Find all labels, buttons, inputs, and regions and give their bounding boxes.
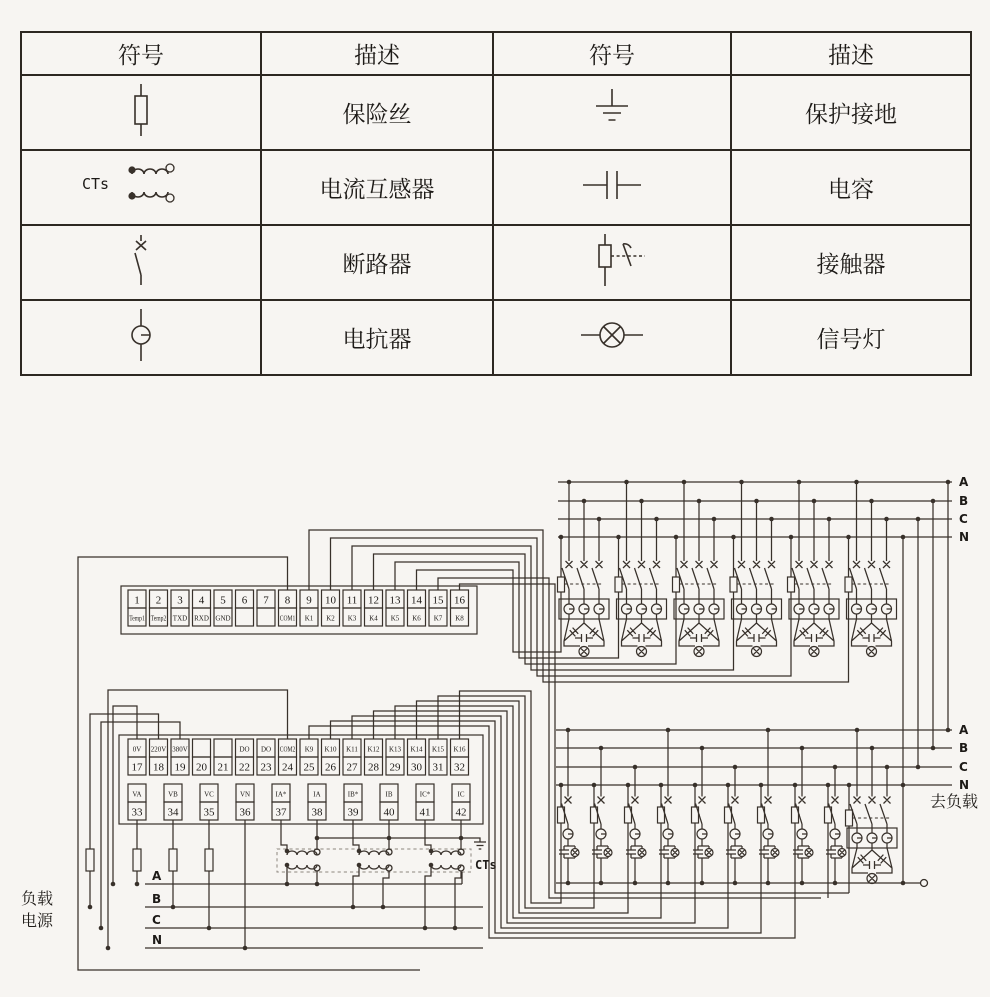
terminal-37 — [272, 784, 290, 820]
terminal-15 — [429, 590, 447, 626]
terminal-32 — [451, 739, 469, 775]
top-bus-label-B: B — [959, 494, 969, 508]
svg-text:41: 41 — [419, 806, 431, 819]
terminal-22 — [236, 739, 254, 775]
terminal-35 — [200, 784, 218, 820]
terminal-6 — [236, 590, 254, 626]
svg-text:23: 23 — [260, 761, 272, 774]
svg-text:K5: K5 — [390, 614, 400, 623]
svg-text:6: 6 — [241, 594, 248, 607]
load-bus-label-N: N — [152, 933, 163, 947]
terminal-3 — [171, 590, 189, 626]
legend-desc: 电抗器 — [261, 300, 493, 375]
mid-bus-label-B: B — [959, 741, 969, 755]
terminal-39 — [344, 784, 362, 820]
svg-text:Temp2: Temp2 — [150, 614, 167, 623]
svg-text:CTs: CTs — [82, 174, 110, 193]
legend-desc: 接触器 — [731, 225, 971, 300]
svg-text:28: 28 — [368, 761, 379, 774]
svg-text:K6: K6 — [412, 614, 421, 623]
terminal-8 — [279, 590, 297, 626]
legend-desc: 信号灯 — [731, 300, 971, 375]
svg-text:37: 37 — [275, 806, 287, 819]
svg-text:9: 9 — [306, 594, 312, 607]
svg-text:K10: K10 — [324, 745, 337, 754]
top-bus-label-N: N — [959, 530, 970, 544]
legend-header-desc-1: 描述 — [261, 32, 493, 75]
svg-text:42: 42 — [455, 806, 467, 819]
svg-text:1: 1 — [134, 594, 140, 607]
svg-text:8: 8 — [284, 594, 291, 607]
terminal-34 — [164, 784, 182, 820]
svg-text:36: 36 — [239, 806, 251, 819]
svg-text:0V: 0V — [132, 745, 142, 754]
svg-text:19: 19 — [174, 761, 186, 774]
to-load-label: 去负载 — [930, 794, 979, 811]
svg-text:7: 7 — [263, 594, 269, 607]
terminal-24 — [279, 739, 297, 775]
legend-header-symbol-1: 符号 — [21, 32, 261, 75]
svg-text:39: 39 — [347, 806, 359, 819]
terminal-21 — [214, 739, 232, 775]
svg-text:K4: K4 — [369, 614, 378, 623]
terminal-25 — [300, 739, 318, 775]
terminal-33 — [128, 784, 146, 820]
svg-text:14: 14 — [411, 594, 422, 607]
svg-text:DO: DO — [239, 745, 250, 754]
load-bus-label-A: A — [152, 869, 162, 883]
svg-text:18: 18 — [153, 761, 164, 774]
svg-text:K15: K15 — [431, 745, 445, 754]
terminal-42 — [452, 784, 470, 820]
terminal-7 — [257, 590, 275, 626]
svg-text:VA: VA — [132, 790, 142, 799]
svg-text:2: 2 — [155, 594, 162, 607]
svg-text:22: 22 — [239, 761, 250, 774]
terminal-31 — [429, 739, 447, 775]
terminal-13 — [386, 590, 404, 626]
svg-text:COM2: COM2 — [279, 745, 296, 754]
svg-text:K8: K8 — [455, 614, 464, 623]
svg-text:IB*: IB* — [347, 790, 359, 799]
svg-text:K11: K11 — [346, 745, 358, 754]
terminal-27 — [343, 739, 361, 775]
svg-text:5: 5 — [220, 594, 226, 607]
svg-text:20: 20 — [196, 761, 207, 774]
terminal-20 — [193, 739, 211, 775]
terminal-16 — [451, 590, 469, 626]
svg-text:380V: 380V — [172, 745, 188, 754]
load-bus-label-B: B — [152, 892, 162, 906]
terminal-23 — [257, 739, 275, 775]
svg-text:220V: 220V — [150, 745, 167, 754]
terminal-10 — [322, 590, 340, 626]
svg-text:34: 34 — [167, 806, 179, 819]
svg-text:3: 3 — [177, 594, 183, 607]
svg-text:K1: K1 — [304, 614, 314, 623]
svg-text:11: 11 — [346, 594, 358, 607]
wires — [78, 482, 952, 970]
svg-text:15: 15 — [432, 594, 444, 607]
svg-text:IA*: IA* — [275, 790, 287, 799]
svg-text:VN: VN — [239, 790, 251, 799]
svg-text:K12: K12 — [367, 745, 380, 754]
terminal-29 — [386, 739, 404, 775]
svg-text:K13: K13 — [388, 745, 402, 754]
legend-desc: 保险丝 — [261, 75, 493, 150]
terminal-30 — [408, 739, 426, 775]
svg-text:40: 40 — [383, 806, 395, 819]
svg-text:29: 29 — [389, 761, 401, 774]
svg-text:4: 4 — [198, 594, 205, 607]
svg-text:IC: IC — [457, 790, 465, 799]
svg-text:12: 12 — [368, 594, 379, 607]
svg-text:31: 31 — [432, 761, 444, 774]
load-bus-label-C: C — [152, 913, 161, 927]
legend-header-symbol-2: 符号 — [493, 32, 731, 75]
svg-text:COM1: COM1 — [279, 614, 296, 623]
svg-text:K2: K2 — [326, 614, 335, 623]
svg-text:33: 33 — [131, 806, 143, 819]
svg-text:IA: IA — [313, 790, 321, 799]
terminal-14 — [408, 590, 426, 626]
svg-text:32: 32 — [454, 761, 465, 774]
legend-header-desc-2: 描述 — [731, 32, 971, 75]
svg-text:TXD: TXD — [172, 614, 188, 623]
svg-text:K16: K16 — [453, 745, 466, 754]
legend-desc: 电容 — [731, 150, 971, 225]
svg-text:IB: IB — [385, 790, 393, 799]
svg-text:K14: K14 — [410, 745, 423, 754]
svg-text:21: 21 — [217, 761, 229, 774]
mid-bus-label-N: N — [959, 778, 970, 792]
terminal-17 — [128, 739, 146, 775]
svg-text:DO: DO — [260, 745, 272, 754]
terminal-11 — [343, 590, 361, 626]
svg-text:Temp1: Temp1 — [129, 614, 146, 623]
terminal-9 — [300, 590, 318, 626]
mid-bus-label-A: A — [959, 723, 969, 737]
terminal-28 — [365, 739, 383, 775]
terminal-36 — [236, 784, 254, 820]
svg-text:K7: K7 — [433, 614, 443, 623]
svg-text:25: 25 — [303, 761, 315, 774]
svg-text:27: 27 — [346, 761, 358, 774]
terminal-4 — [193, 590, 211, 626]
svg-text:17: 17 — [131, 761, 143, 774]
svg-text:13: 13 — [389, 594, 401, 607]
svg-text:VC: VC — [204, 790, 214, 799]
cts-label: CTs — [475, 858, 497, 872]
svg-text:16: 16 — [454, 594, 465, 607]
terminal-41 — [416, 784, 434, 820]
terminal-18 — [150, 739, 168, 775]
svg-text:24: 24 — [282, 761, 293, 774]
terminal-2 — [150, 590, 168, 626]
svg-text:30: 30 — [411, 761, 422, 774]
svg-text:GND: GND — [215, 614, 231, 623]
top-bus-label-A: A — [959, 475, 969, 489]
legend-desc: 断路器 — [261, 225, 493, 300]
terminal-12 — [365, 590, 383, 626]
legend-desc: 电流互感器 — [261, 150, 493, 225]
terminal-5 — [214, 590, 232, 626]
svg-text:26: 26 — [325, 761, 336, 774]
svg-text:K3: K3 — [347, 614, 357, 623]
load-power-label: 负载 — [21, 891, 54, 908]
legend-desc: 保护接地 — [731, 75, 971, 150]
load-power-label: 电源 — [21, 913, 54, 930]
terminal-26 — [322, 739, 340, 775]
terminal-19 — [171, 739, 189, 775]
terminal-38 — [308, 784, 326, 820]
mid-bus-label-C: C — [959, 760, 968, 774]
svg-text:IC*: IC* — [419, 790, 431, 799]
terminal-1 — [128, 590, 146, 626]
svg-text:10: 10 — [325, 594, 336, 607]
top-bus-label-C: C — [959, 512, 968, 526]
svg-text:38: 38 — [311, 806, 323, 819]
svg-text:VB: VB — [168, 790, 178, 799]
svg-text:RXD: RXD — [194, 614, 209, 623]
svg-text:K9: K9 — [304, 745, 314, 754]
svg-text:35: 35 — [203, 806, 215, 819]
terminal-40 — [380, 784, 398, 820]
